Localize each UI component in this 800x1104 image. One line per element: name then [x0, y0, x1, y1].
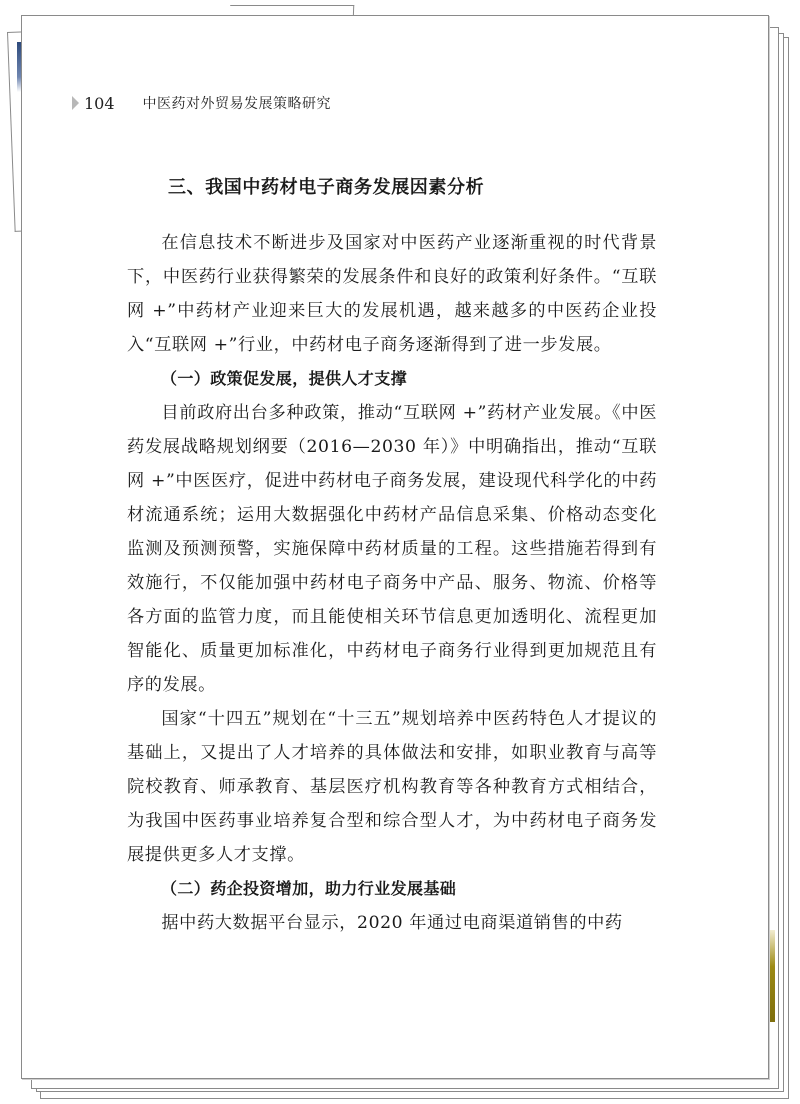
paragraph-investment: 据中药大数据平台显示，2020 年通过电商渠道销售的中药	[161, 913, 623, 933]
paragraph-policy: 目前政府出台多种政策，推动“互联网 +”药材产业发展。《中医药发展战略规划纲要（2016—2030 年）》中明确指出，推动“互联网 +”中医医疗，促进中药材电子商务发展，建设现代科学化的中药材流通系统；运用大数据强化中药材产品信息采集、价格动态变化监测及预测预警，实施保障中药材质量的工程。这些措施若得到有效施行，不仅能加强中药材电子商务中产品、服务、物流、价格等各方面的监管力度，而且能使相关环节信息更加透明化、流程更加智能化、质量更加标准化，中药材电子商务行业得到更加规范且有序的发展。	[127, 403, 657, 695]
book-title: 中医药对外贸易发展策略研究	[142, 96, 332, 112]
subsection-heading-2: （二）药企投资增加，助力行业发展基础	[161, 879, 457, 898]
page-marker-triangle-icon	[72, 96, 79, 110]
subsection-heading-1: （一）政策促发展，提供人才支撑	[161, 369, 408, 388]
section-title: 三、我国中药材电子商务发展因素分析	[168, 177, 485, 198]
intro-paragraph: 在信息技术不断进步及国家对中医药产业逐渐重视的时代背景下，中医药行业获得繁荣的发展条件和良好的政策利好条件。“互联网 +”中药材产业迎来巨大的发展机遇，越来越多的中医药企业投入“互联网 +”行业，中药材电子商务逐渐得到了进一步发展。	[127, 233, 657, 355]
paragraph-talent: 国家“十四五”规划在“十三五”规划培养中医药特色人才提议的基础上，又提出了人才培养的具体做法和安排，如职业教育与高等院校教育、师承教育、基层医疗机构教育等各种教育方式相结合，为我国中医药事业培养复合型和综合型人才，为中药材电子商务发展提供更多人才支撑。	[127, 709, 657, 865]
running-header	[72, 93, 331, 113]
page-content	[127, 168, 657, 940]
page-number: 104	[84, 93, 115, 113]
